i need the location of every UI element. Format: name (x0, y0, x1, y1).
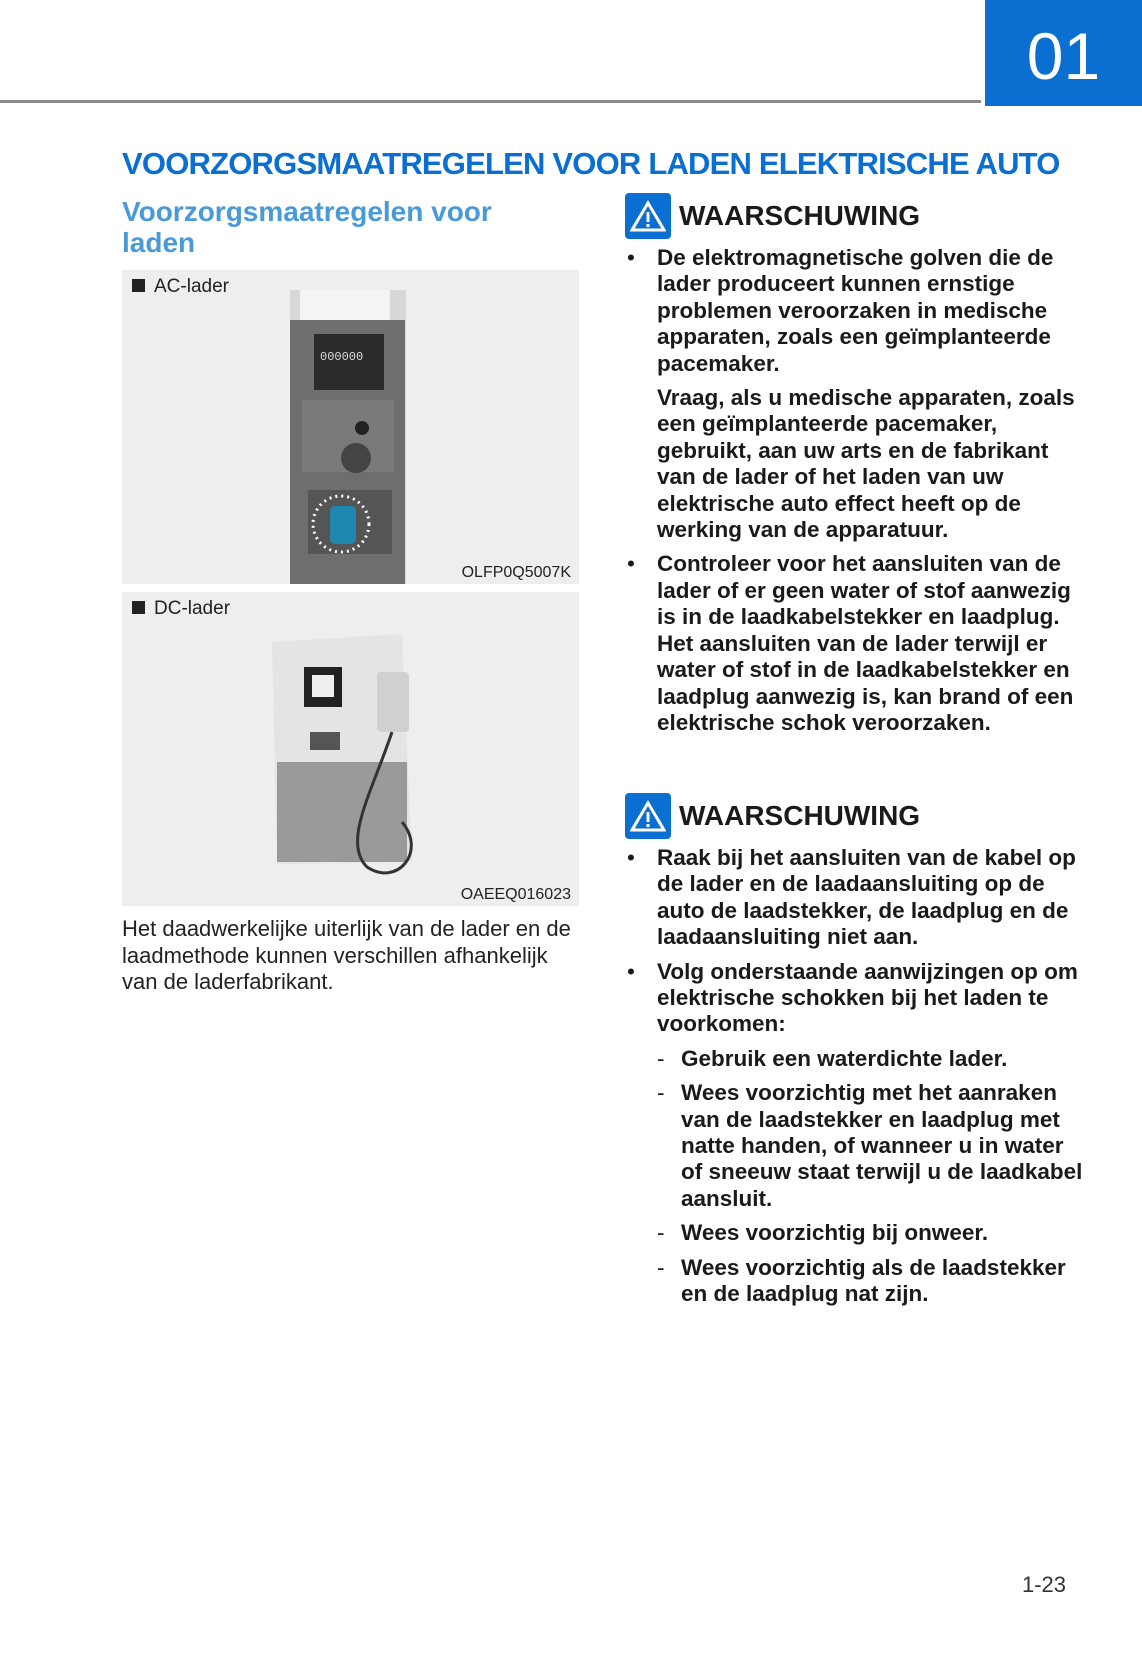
warning-item-text: Volg onderstaande aanwijzingen op om elektrische schokken bij het laden te voorkomen: (657, 958, 1078, 1037)
sub-item: - Wees voorzichtig als de laadstekker en de laadplug nat zijn. (657, 1254, 1066, 1307)
subsection-title: Voorzorgsmaatregelen voor laden (122, 196, 492, 258)
sub-item-text: Wees voorzichtig bij onweer. (681, 1220, 989, 1246)
warning-box-1 (625, 193, 1085, 744)
figure-code: OAEEQ016023 (460, 886, 571, 903)
warning-item: • Controleer voor het aansluiten van de lader of er geen water of stof aanwezig is in de laadkabelstekker en laadplug. Het aansluiten van de lader terwijl er water of stof in de laadkabelstekker en laadplug aanwezig is, kan brand of een elektrische schok veroorzaken. (627, 551, 1074, 735)
sub-item: - Wees voorzichtig met het aanraken van de laadstekker en laadplug met natte handen, of wanneer u in water of sneeuw staat terwijl u de laadkabel aansluit. (657, 1080, 1083, 1211)
sub-item: - Wees voorzichtig bij onweer. (657, 1220, 989, 1246)
figure-label-text: DC-lader (154, 598, 231, 619)
chapter-tab: 01 (985, 0, 1142, 106)
sub-item-text: Wees voorzichtig als de laadstekker en de laadplug nat zijn. (681, 1254, 1066, 1307)
sub-item-text: Wees voorzichtig met het aanraken van de laadstekker en laadplug met natte handen, of wanneer u in water of sneeuw staat terwijl u de laadkabel aansluit. (681, 1080, 1083, 1211)
page-number: 1-23 (1022, 1572, 1067, 1597)
warning-heading-text: WAARSCHUWING (679, 800, 921, 831)
svg-text:000000: 000000 (320, 350, 364, 364)
warning-triangle-icon (625, 193, 671, 239)
warning-item: • Raak bij het aansluiten van de kabel op de lader en de laadaansluiting op de auto de laadstekker, de laadplug en de laadaansluiting niet aan. (627, 845, 1076, 950)
sub-item-text: Gebruik een waterdichte lader. (681, 1045, 1008, 1071)
warning-heading-text: WAARSCHUWING (679, 200, 921, 231)
figure-ac-charger (122, 270, 579, 584)
section-title: VOORZORGSMAATREGELEN VOOR LADEN ELEKTRISCHE AUTO (122, 146, 1060, 181)
warning-item-text: De elektromagnetische golven die de lader produceert kunnen ernstige problemen veroorzaken in medische apparaten, zoals een geïmplanteerde pacemaker. (657, 245, 1054, 376)
warning-heading (625, 193, 1085, 239)
dc-charger-illustration (122, 592, 579, 906)
figure-caption: Het daadwerkelijke uiterlijk van de lader en de laadmethode kunnen verschillen afhankelijk van de laderfabrikant. (122, 916, 571, 994)
figure-label-text: AC-lader (154, 276, 229, 297)
warning-item-extra: Vraag, als u medische apparaten, zoals een geïmplanteerde pacemaker, gebruikt, aan uw arts en de fabrikant van de lader of het laden van uw elektrische auto effect heeft op de werking van de apparatuur. (657, 385, 1075, 543)
warning-item-text: Raak bij het aansluiten van de kabel op de lader en de laadaansluiting op de auto de laadstekker, de laadplug en de laadaansluiting niet aan. (657, 845, 1076, 950)
sub-item: - Gebruik een waterdichte lader. (657, 1045, 1008, 1071)
warning-box-2 (625, 793, 1085, 1316)
warning-item-text: Controleer voor het aansluiten van de lader of er geen water of stof aanwezig is in de laadkabelstekker en laadplug. Het aansluiten van de lader terwijl er water of stof in de laadkabelstekker en laadplug aanwezig is, kan brand of een elektrische schok veroorzaken. (657, 551, 1074, 735)
header-rule (0, 100, 981, 103)
figure-code: OLFP0Q5007K (461, 564, 571, 581)
warning-triangle-icon (625, 793, 671, 839)
ac-charger-illustration (122, 270, 579, 584)
warning-heading (625, 793, 1085, 839)
warning-item: • De elektromagnetische golven die de lader produceert kunnen ernstige problemen veroorzaken in medische apparaten, zoals een geïmplanteerde pacemaker. Vraag, als u medische apparaten, zoals een geïmplanteerde pacemaker, gebruikt, aan uw arts en de fabrikant van de lader of het laden van uw elektrische auto effect heeft op de werking van de apparatuur. (625, 245, 1085, 543)
figure-dc-charger (122, 592, 579, 906)
warning-item: • Volg onderstaande aanwijzingen op om elektrische schokken bij het laden te voorkomen: - Gebruik een waterdichte lader. - Wees voorzichtig met het aanraken van de laadstekker en laadplug met natte handen, of wanneer u in water of sneeuw staat terwijl u de laadkabel aansluit. - Wees voorzichtig bij onweer. - Wees voorzichtig als de laadstekker en de laadplug nat zijn. (625, 959, 1085, 1308)
